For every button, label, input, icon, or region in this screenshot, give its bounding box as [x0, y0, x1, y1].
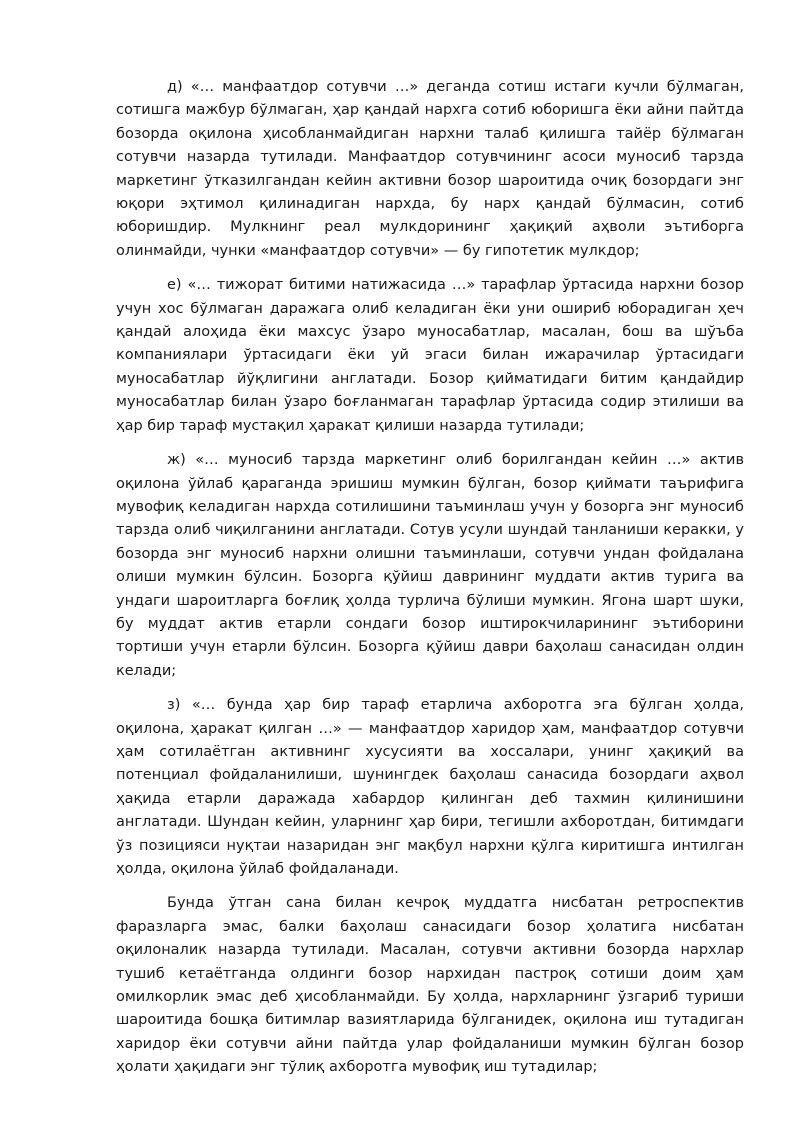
paragraph-z: з) «… бунда ҳар бир тараф етарлича ахборотга эга бўлган ҳолда, оқилона, ҳаракат қилган …» — манфаатдор харидор ҳам, манфаатдор сотувчи ҳам сотилаётган активнинг хусусияти ва хоссалари, унинг ҳақиқий ва потенциал фойдаланилиши, шунингдек баҳолаш санасида бозордаги аҳвол ҳақида етарли даражада хабардор қилинган деб тахмин қилинишини англатади. Шундан кейин, уларнинг ҳар бири, тегишли ахборотдан, битимдаги ўз позицияси нуқтаи назаридан энг мақбул нархни қўлга киритишга интилган ҳолда, оқилона ўйлаб фойдаланади. — [116, 697, 744, 877]
paragraph-d: д) «… манфаатдор сотувчи …» деганда сотиш истаги кучли бўлмаган, сотишга мажбур бўлмаган, ҳар қандай нархга сотиб юборишга ёки айни пайтда бозорда оқилона ҳисобланмайдиган нархни талаб қилишга тайёр бўлмаган сотувчи назарда тутилади. Манфаатдор сотувчининг асоси муносиб тарзда маркетинг ўтказилгандан кейин активни бозор шароитида очиқ бозордаги энг юқори эҳтимол қилинадиган нархда, бу нарх қандай бўлмасин, сотиб юборишдир. Мулкнинг реал мулкдорининг ҳақиқий аҳволи эътиборга олинмайди, чунки «манфаатдор сотувчи» — бу гипотетик мулкдор; — [116, 79, 744, 259]
paragraph-e: е) «… тижорат битими натижасида …» тарафлар ўртасида нархни бозор учун хос бўлмаган даражага олиб келадиган ёки уни ошириб юборадиган ҳеч қандай алоҳида ёки махсус ўзаро муносабатлар, масалан, бош ва шўъба компаниялари ўртасидаги ёки уй эгаси билан ижарачилар ўртасидаги муносабатлар йўқлигини англатади. Бозор қийматидаги битим қандайдир муносабатлар билан ўзаро боғланмаган тарафлар ўртасида содир этилиши ва ҳар бир тараф мустақил ҳаракат қилиши назарда тутилади; — [116, 277, 744, 434]
document-page — [116, 76, 744, 1091]
paragraph-zh: ж) «… муносиб тарзда маркетинг олиб борилгандан кейин …» актив оқилона ўйлаб қараганда эришиш мумкин бўлган, бозор қиймати таърифига мувофиқ келадиган нархда сотилишини таъминлаш учун у бозорга энг муносиб тарзда олиб чиқилганини англатади. Сотув усули шундай танланиши керакки, у бозорда энг муносиб нархни олишни таъминлаши, сотувчи ундан фойдалана олиши мумкин бўлсин. Бозорга қўйиш даврининг муддати актив турига ва ундаги шароитларга боғлиқ ҳолда турлича бўлиши мумкин. Ягона шарт шуки, бу муддат актив етарли сондаги бозор иштирокчиларининг эътиборини тортиши учун етарли бўлсин. Бозорга қўйиш даври баҳолаш санасидан олдин келади; — [116, 452, 744, 679]
paragraph-note: Бунда ўтган сана билан кечроқ муддатга нисбатан ретроспектив фаразларга эмас, балки баҳолаш санасидаги бозор ҳолатига нисбатан оқилоналик назарда тутилади. Масалан, сотувчи активни бозорда нархлар тушиб кетаётганда олдинги бозор нархидан пастроқ сотиши доим ҳам омилкорлик эмас деб ҳисобланмайди. Бу ҳолда, нархларнинг ўзгариб туриши шароитида бошқа битимлар вазиятларида бўлганидек, оқилона иш тутадиган харидор ёки сотувчи айни пайтда улар фойдаланиши мумкин бўлган бозор ҳолати ҳақидаги энг тўлиқ ахборотга мувофиқ иш тутадилар; — [116, 895, 744, 1076]
